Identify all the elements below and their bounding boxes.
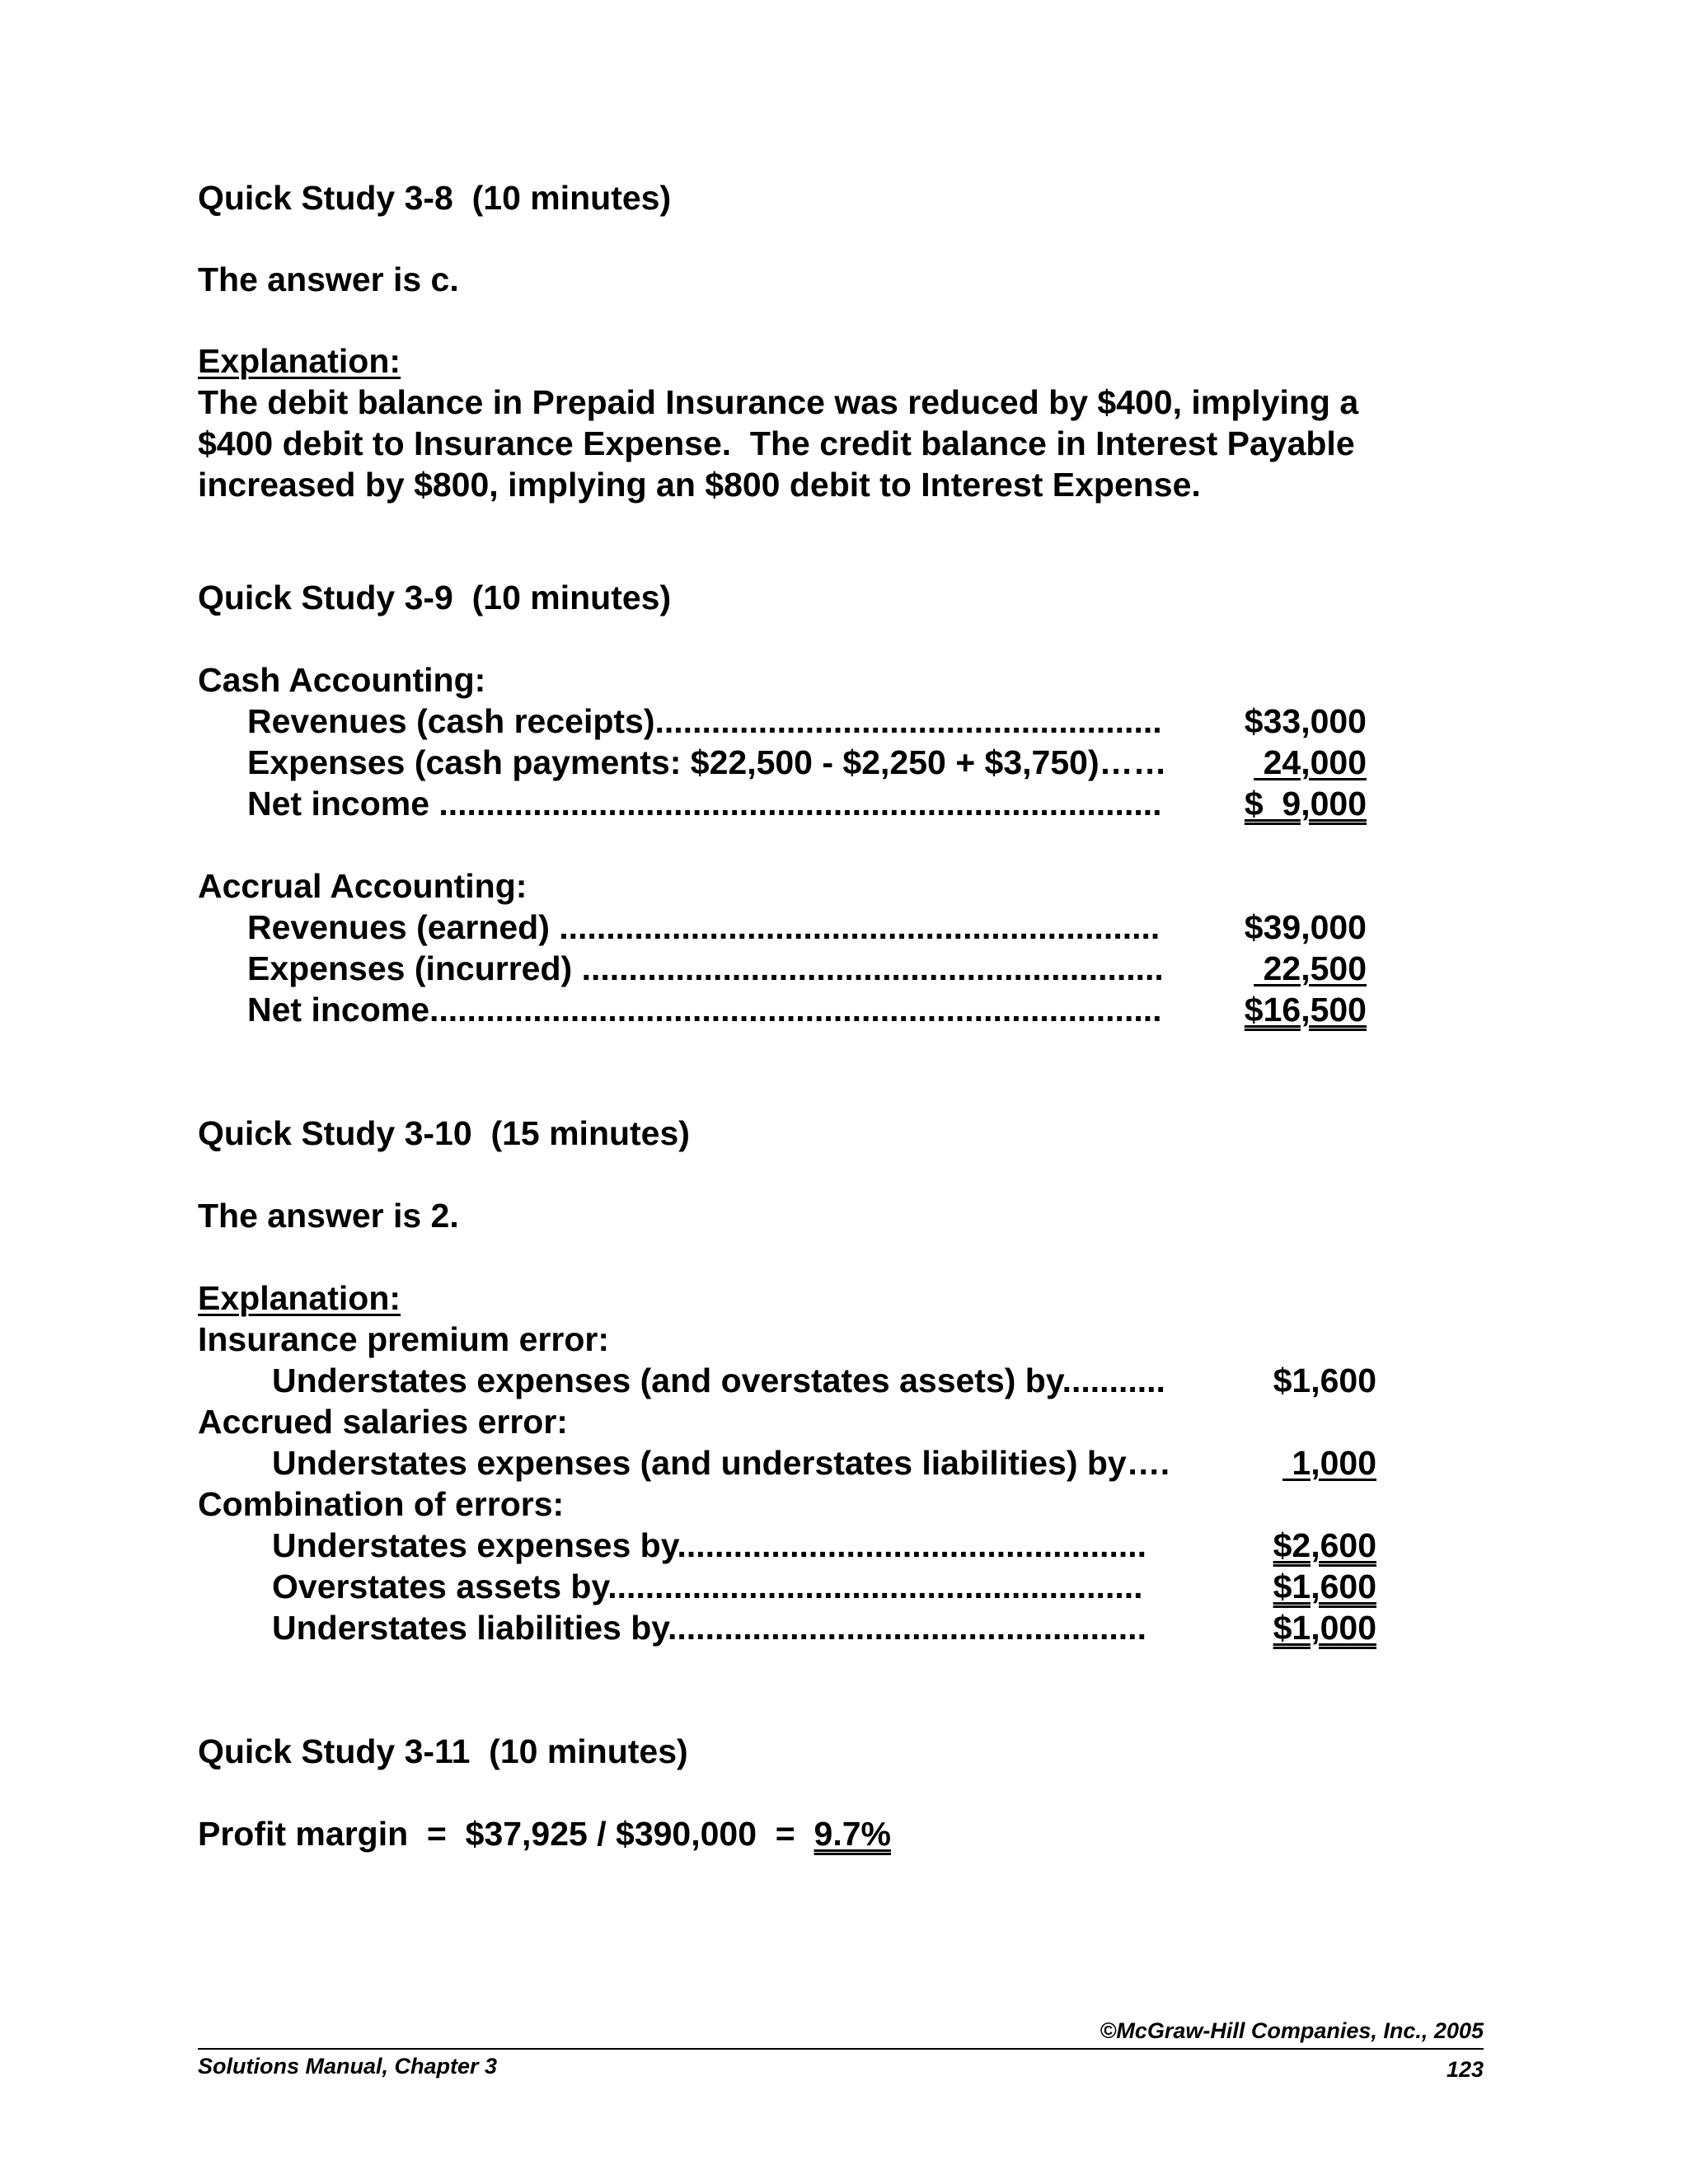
- insurance-error-label: Understates expenses (and overstates assets) by...........: [272, 1361, 1165, 1399]
- combination-expenses-value: $2,600: [1273, 1526, 1376, 1564]
- cash-revenues-label: Revenues (cash receipts)......................................................: [247, 702, 1162, 740]
- combination-assets-label: Overstates assets by.........................................................: [272, 1568, 1143, 1605]
- qs10-explanation-label: Explanation:: [198, 1279, 401, 1317]
- footer-copyright: ©McGraw-Hill Companies, Inc., 2005: [1100, 2018, 1484, 2043]
- qs8-explanation-line: increased by $800, implying an $800 debit to Interest Expense.: [198, 466, 1201, 504]
- footer-page-number: 123: [1446, 2057, 1484, 2082]
- qs8-heading: Quick Study 3-8 (10 minutes): [198, 179, 672, 217]
- cash-net-income-value: $ 9,000: [1244, 785, 1367, 823]
- footer-rule: [198, 2048, 1484, 2050]
- accrual-net-income-value: $16,500: [1244, 991, 1367, 1029]
- qs10-heading: Quick Study 3-10 (15 minutes): [198, 1114, 690, 1152]
- salaries-error-title: Accrued salaries error:: [198, 1403, 568, 1441]
- accrual-expenses-label: Expenses (incurred) ..............................................................: [247, 949, 1164, 987]
- cash-revenues-value: $33,000: [1244, 702, 1367, 740]
- salaries-error-label: Understates expenses (and understates liabilities) by….: [272, 1444, 1170, 1482]
- cash-accounting-title: Cash Accounting:: [198, 661, 486, 699]
- profit-margin-formula: Profit margin = $37,925 / $390,000 =: [198, 1815, 814, 1853]
- combination-expenses-label: Understates expenses by..................................................: [272, 1526, 1147, 1564]
- accrual-revenues-value: $39,000: [1244, 908, 1367, 946]
- qs8-answer: The answer is c.: [198, 260, 459, 298]
- qs8-explanation-line: $400 debit to Insurance Expense. The credit balance in Interest Payable: [198, 424, 1355, 462]
- insurance-error-value: $1,600: [1273, 1361, 1376, 1399]
- salaries-error-value: 1,000: [1282, 1444, 1376, 1482]
- qs10-answer: The answer is 2.: [198, 1197, 459, 1235]
- accrual-net-income-label: Net income..............................................................................: [247, 991, 1162, 1029]
- profit-margin-result: 9.7%: [814, 1815, 891, 1853]
- qs11-heading: Quick Study 3-11 (10 minutes): [198, 1732, 688, 1770]
- combination-liabilities-value: $1,000: [1273, 1609, 1376, 1647]
- cash-net-income-label: Net income .............................................................................: [247, 785, 1162, 823]
- insurance-error-title: Insurance premium error:: [198, 1320, 609, 1358]
- combination-assets-value: $1,600: [1273, 1568, 1376, 1605]
- qs8-explanation-line: The debit balance in Prepaid Insurance was reduced by $400, implying a: [198, 383, 1359, 421]
- qs9-heading: Quick Study 3-9 (10 minutes): [198, 579, 672, 616]
- cash-expenses-label: Expenses (cash payments: $22,500 - $2,250 + $3,750)……: [247, 743, 1167, 781]
- combination-liabilities-label: Understates liabilities by...................................................: [272, 1609, 1146, 1647]
- accrual-revenues-label: Revenues (earned) ................................................................: [247, 908, 1160, 946]
- accrual-accounting-title: Accrual Accounting:: [198, 867, 528, 905]
- combination-title: Combination of errors:: [198, 1485, 565, 1523]
- cash-expenses-value: 24,000: [1254, 743, 1367, 781]
- profit-margin-line: [198, 1813, 891, 1854]
- accrual-expenses-value: 22,500: [1254, 949, 1367, 987]
- qs8-explanation-label: Explanation:: [198, 342, 401, 380]
- footer-manual-title: Solutions Manual, Chapter 3: [198, 2054, 498, 2079]
